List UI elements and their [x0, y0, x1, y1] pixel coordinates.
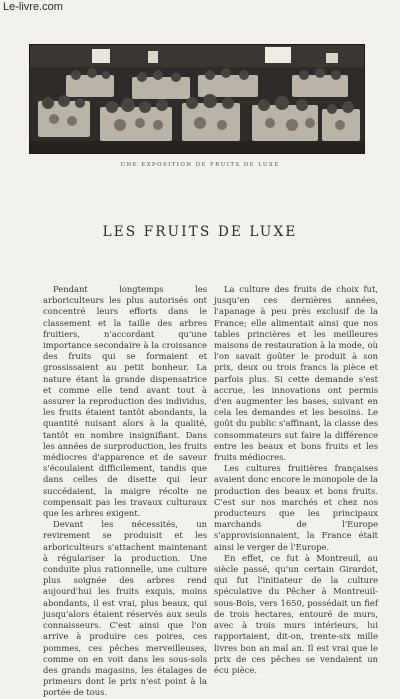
- fruit-display-illustration: [30, 45, 364, 153]
- photo-caption: UNE EXPOSITION DE FRUITS DE LUXE: [120, 162, 280, 168]
- paragraph: Les cultures fruitières françaises avaient donc encore le monopole de la production des beaux et bons fruits. C'est sur nos marchés et chez nos producteurs que les principaux marchands de l'Europe s'approvisionnaient, la France était ainsi le verger de l'Europe.: [214, 463, 378, 552]
- article-column-right: [214, 284, 378, 676]
- site-watermark: Le-livre.com: [3, 1, 63, 13]
- article-title: LES FRUITS DE LUXE: [102, 224, 298, 240]
- article-column-left: [43, 284, 207, 699]
- fruit-exhibition-photo: [29, 44, 365, 154]
- paragraph: En effet, ce fut à Montreuil, au siècle passé, qu'un certain Girardot, qui fut l'initiateur de la culture spéculative du Pêcher à Montreuil-sous-Bois, vers 1650, possédait un fief de trois hectares, entouré de murs, avec à trois murs intérieurs, lui rapportaient, dit-on, trente-six mille livres bon an mal an. Il est vrai que le prix de ces pêches se vendaient un écu pièce.: [214, 552, 378, 675]
- paragraph: Pendant longtemps les arboriculteurs les plus autorisés ont concentré leurs efforts dans le classement et la taille des arbres fruitiers, n'accordant qu'une importance secondaire à la croissance des fruits qui se formaient et grossissaient au petit bonheur. La nature étant la grande dispensatrice et comme elle tend avant tout à assurer la reproduction des individus, les fruits étaient tantôt abondants, la quantité nuisant alors à la qualité, tantôt en nombre insignifiant. Dans les années de surproduction, les fruits médiocres d'apparence et de saveur s'écoulaient difficilement, tandis que dans celles de disette qui leur succédaient, la maigre récolte ne compensait pas les travaux culturaux que les arbres exigent.: [43, 284, 207, 519]
- paragraph: Devant les nécessités, un revirement se produisit et les arboriculteurs s'attachent maintenant à régulariser la production. Une conduite plus rationnelle, une culture plus soignée des arbres rend aujourd'hui les fruits exquis, moins abondants, il est vrai, plus beaux, qui jusqu'alors étaient réservés aux seuls connaisseurs. C'est ainsi que l'on arrive à produire ces poires, ces pommes, ces pêches merveilleuses, comme on en voit dans les sous-sols des grands magasins, les étalages de primeurs dont le prix n'est point à la portée de tous.: [43, 519, 207, 698]
- paragraph: La culture des fruits de choix fut, jusqu'en ces dernières années, l'apanage à peu près exclusif de la France; elle alimentait ainsi que nos tables princières et les meilleures maisons de restauration à la mode, où l'on savait goûter le produit à son prix, deux ou trois francs la pièce et parfois plus. Si cette demande s'est accrue, les innovations ont permis d'en augmenter les bases, suivant en cela les demandes et les besoins. Le goût du public s'affinant, la classe des consommateurs sut faire la différence entre les beaux et bons fruits et les fruits médiocres.: [214, 284, 378, 463]
